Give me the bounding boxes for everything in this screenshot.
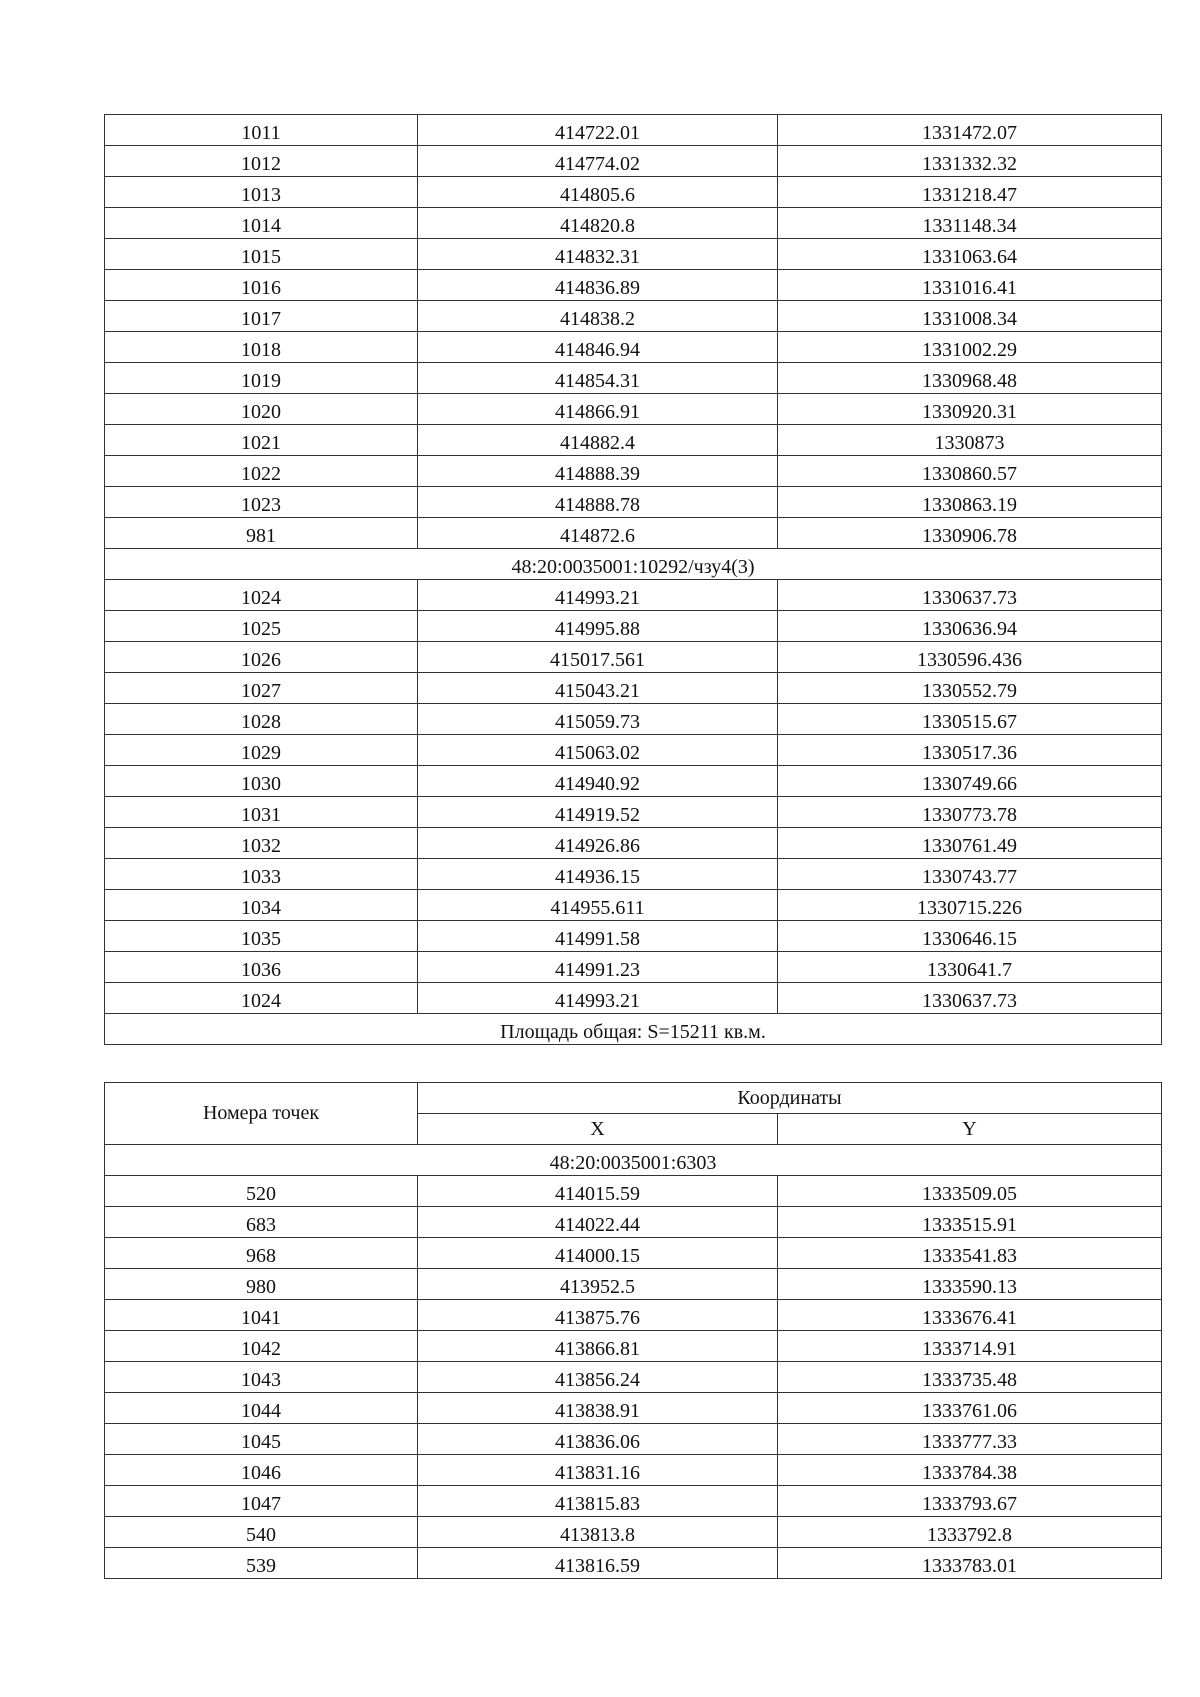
coordinates-header: Координаты xyxy=(418,1083,1162,1114)
point-number: 1027 xyxy=(105,673,418,704)
point-number: 1017 xyxy=(105,301,418,332)
table-row xyxy=(105,270,1162,301)
x-value: 414991.58 xyxy=(418,921,778,952)
y-value: 1330515.67 xyxy=(778,704,1162,735)
x-value: 414022.44 xyxy=(418,1207,778,1238)
table-row xyxy=(105,766,1162,797)
x-value: 414995.88 xyxy=(418,611,778,642)
table-row xyxy=(105,983,1162,1014)
y-value: 1331218.47 xyxy=(778,177,1162,208)
table-row xyxy=(105,704,1162,735)
x-value: 414846.94 xyxy=(418,332,778,363)
x-value: 414919.52 xyxy=(418,797,778,828)
table-row xyxy=(105,735,1162,766)
y-value: 1333792.8 xyxy=(778,1517,1162,1548)
x-value: 415063.02 xyxy=(418,735,778,766)
point-number: 1020 xyxy=(105,394,418,425)
total-row xyxy=(105,1014,1162,1045)
table-row xyxy=(105,425,1162,456)
point-number: 1031 xyxy=(105,797,418,828)
x-value: 414993.21 xyxy=(418,983,778,1014)
y-value: 1331472.07 xyxy=(778,115,1162,146)
table-row xyxy=(105,1424,1162,1455)
x-value: 413875.76 xyxy=(418,1300,778,1331)
table-row xyxy=(105,1207,1162,1238)
point-number: 1032 xyxy=(105,828,418,859)
point-number: 1029 xyxy=(105,735,418,766)
y-value: 1331016.41 xyxy=(778,270,1162,301)
x-value: 414888.39 xyxy=(418,456,778,487)
y-value: 1331063.64 xyxy=(778,239,1162,270)
table-row xyxy=(105,1393,1162,1424)
x-value: 414936.15 xyxy=(418,859,778,890)
coordinates-table-continued xyxy=(104,114,1162,1045)
y-value: 1330596.436 xyxy=(778,642,1162,673)
point-number: 980 xyxy=(105,1269,418,1300)
x-value: 413952.5 xyxy=(418,1269,778,1300)
table-row xyxy=(105,115,1162,146)
header-row xyxy=(105,1083,1162,1114)
table-row xyxy=(105,363,1162,394)
x-value: 414888.78 xyxy=(418,487,778,518)
table-row xyxy=(105,642,1162,673)
point-number: 1023 xyxy=(105,487,418,518)
table-row xyxy=(105,456,1162,487)
points-header: Номера точек xyxy=(105,1083,418,1145)
x-value: 414805.6 xyxy=(418,177,778,208)
y-value: 1330920.31 xyxy=(778,394,1162,425)
point-number: 1011 xyxy=(105,115,418,146)
y-value: 1333714.91 xyxy=(778,1331,1162,1362)
table-row xyxy=(105,332,1162,363)
x-value: 413816.59 xyxy=(418,1548,778,1579)
point-number: 1045 xyxy=(105,1424,418,1455)
x-value: 414015.59 xyxy=(418,1176,778,1207)
point-number: 520 xyxy=(105,1176,418,1207)
section-label: 48:20:0035001:6303 xyxy=(105,1145,1162,1176)
table-row xyxy=(105,828,1162,859)
table-row xyxy=(105,208,1162,239)
y-value: 1330860.57 xyxy=(778,456,1162,487)
x-value: 414854.31 xyxy=(418,363,778,394)
x-value: 415059.73 xyxy=(418,704,778,735)
point-number: 981 xyxy=(105,518,418,549)
y-value: 1333777.33 xyxy=(778,1424,1162,1455)
table-row xyxy=(105,146,1162,177)
point-number: 1022 xyxy=(105,456,418,487)
x-value: 414838.2 xyxy=(418,301,778,332)
table-row xyxy=(105,1548,1162,1579)
y-value: 1330637.73 xyxy=(778,983,1162,1014)
point-number: 1041 xyxy=(105,1300,418,1331)
x-value: 413815.83 xyxy=(418,1486,778,1517)
section-label: 48:20:0035001:10292/чзу4(3) xyxy=(105,549,1162,580)
y-value: 1331008.34 xyxy=(778,301,1162,332)
table-row xyxy=(105,859,1162,890)
point-number: 1014 xyxy=(105,208,418,239)
x-value: 414955.611 xyxy=(418,890,778,921)
point-number: 1016 xyxy=(105,270,418,301)
point-number: 1034 xyxy=(105,890,418,921)
x-value: 414000.15 xyxy=(418,1238,778,1269)
y-value: 1331002.29 xyxy=(778,332,1162,363)
y-header: Y xyxy=(778,1114,1162,1145)
y-value: 1330637.73 xyxy=(778,580,1162,611)
point-number: 1046 xyxy=(105,1455,418,1486)
x-value: 413836.06 xyxy=(418,1424,778,1455)
x-value: 414774.02 xyxy=(418,146,778,177)
y-value: 1330715.226 xyxy=(778,890,1162,921)
table-row xyxy=(105,301,1162,332)
x-value: 414926.86 xyxy=(418,828,778,859)
y-value: 1331148.34 xyxy=(778,208,1162,239)
point-number: 1035 xyxy=(105,921,418,952)
x-value: 414991.23 xyxy=(418,952,778,983)
point-number: 539 xyxy=(105,1548,418,1579)
x-value: 414882.4 xyxy=(418,425,778,456)
point-number: 1015 xyxy=(105,239,418,270)
table-row xyxy=(105,952,1162,983)
y-value: 1333784.38 xyxy=(778,1455,1162,1486)
x-value: 415017.561 xyxy=(418,642,778,673)
x-value: 413831.16 xyxy=(418,1455,778,1486)
table-row xyxy=(105,890,1162,921)
point-number: 1021 xyxy=(105,425,418,456)
y-value: 1330636.94 xyxy=(778,611,1162,642)
x-value: 414722.01 xyxy=(418,115,778,146)
y-value: 1333735.48 xyxy=(778,1362,1162,1393)
y-value: 1333541.83 xyxy=(778,1238,1162,1269)
table-row xyxy=(105,1300,1162,1331)
section-row xyxy=(105,1145,1162,1176)
table2-rows xyxy=(105,1176,1162,1579)
y-value: 1330552.79 xyxy=(778,673,1162,704)
point-number: 1024 xyxy=(105,580,418,611)
table-row xyxy=(105,1517,1162,1548)
table-row xyxy=(105,1269,1162,1300)
x-value: 413866.81 xyxy=(418,1331,778,1362)
table-row xyxy=(105,921,1162,952)
y-value: 1333676.41 xyxy=(778,1300,1162,1331)
table-row xyxy=(105,487,1162,518)
point-number: 1025 xyxy=(105,611,418,642)
y-value: 1330873 xyxy=(778,425,1162,456)
table-row xyxy=(105,177,1162,208)
y-value: 1330863.19 xyxy=(778,487,1162,518)
x-value: 414866.91 xyxy=(418,394,778,425)
point-number: 1043 xyxy=(105,1362,418,1393)
y-value: 1333783.01 xyxy=(778,1548,1162,1579)
point-number: 1024 xyxy=(105,983,418,1014)
point-number: 1033 xyxy=(105,859,418,890)
x-value: 415043.21 xyxy=(418,673,778,704)
table-row xyxy=(105,797,1162,828)
x-value: 414820.8 xyxy=(418,208,778,239)
y-value: 1330743.77 xyxy=(778,859,1162,890)
table-row xyxy=(105,1455,1162,1486)
x-value: 413813.8 xyxy=(418,1517,778,1548)
point-number: 1028 xyxy=(105,704,418,735)
point-number: 1044 xyxy=(105,1393,418,1424)
point-number: 1030 xyxy=(105,766,418,797)
coordinates-table xyxy=(104,1082,1162,1579)
table-row xyxy=(105,518,1162,549)
x-value: 414993.21 xyxy=(418,580,778,611)
y-value: 1330517.36 xyxy=(778,735,1162,766)
table1-rows-a xyxy=(105,115,1162,549)
table1-rows-b xyxy=(105,580,1162,1014)
x-value: 414832.31 xyxy=(418,239,778,270)
point-number: 1036 xyxy=(105,952,418,983)
y-value: 1330641.7 xyxy=(778,952,1162,983)
y-value: 1333761.06 xyxy=(778,1393,1162,1424)
y-value: 1330906.78 xyxy=(778,518,1162,549)
point-number: 1047 xyxy=(105,1486,418,1517)
x-value: 413838.91 xyxy=(418,1393,778,1424)
y-value: 1330968.48 xyxy=(778,363,1162,394)
point-number: 1013 xyxy=(105,177,418,208)
point-number: 968 xyxy=(105,1238,418,1269)
y-value: 1330773.78 xyxy=(778,797,1162,828)
y-value: 1330761.49 xyxy=(778,828,1162,859)
y-value: 1331332.32 xyxy=(778,146,1162,177)
point-number: 1018 xyxy=(105,332,418,363)
table-row xyxy=(105,394,1162,425)
table-row xyxy=(105,1176,1162,1207)
table-row xyxy=(105,1238,1162,1269)
y-value: 1333793.67 xyxy=(778,1486,1162,1517)
point-number: 683 xyxy=(105,1207,418,1238)
y-value: 1333590.13 xyxy=(778,1269,1162,1300)
point-number: 1019 xyxy=(105,363,418,394)
section-row xyxy=(105,549,1162,580)
table-row xyxy=(105,1362,1162,1393)
x-value: 413856.24 xyxy=(418,1362,778,1393)
table-row xyxy=(105,1331,1162,1362)
point-number: 1042 xyxy=(105,1331,418,1362)
y-value: 1330646.15 xyxy=(778,921,1162,952)
y-value: 1330749.66 xyxy=(778,766,1162,797)
point-number: 540 xyxy=(105,1517,418,1548)
table-row xyxy=(105,673,1162,704)
x-value: 414940.92 xyxy=(418,766,778,797)
x-value: 414836.89 xyxy=(418,270,778,301)
y-value: 1333509.05 xyxy=(778,1176,1162,1207)
table-row xyxy=(105,611,1162,642)
x-value: 414872.6 xyxy=(418,518,778,549)
point-number: 1026 xyxy=(105,642,418,673)
table-row xyxy=(105,1486,1162,1517)
table-row xyxy=(105,239,1162,270)
table-row xyxy=(105,580,1162,611)
x-header: X xyxy=(418,1114,778,1145)
y-value: 1333515.91 xyxy=(778,1207,1162,1238)
total-area: Площадь общая: S=15211 кв.м. xyxy=(105,1014,1162,1045)
point-number: 1012 xyxy=(105,146,418,177)
